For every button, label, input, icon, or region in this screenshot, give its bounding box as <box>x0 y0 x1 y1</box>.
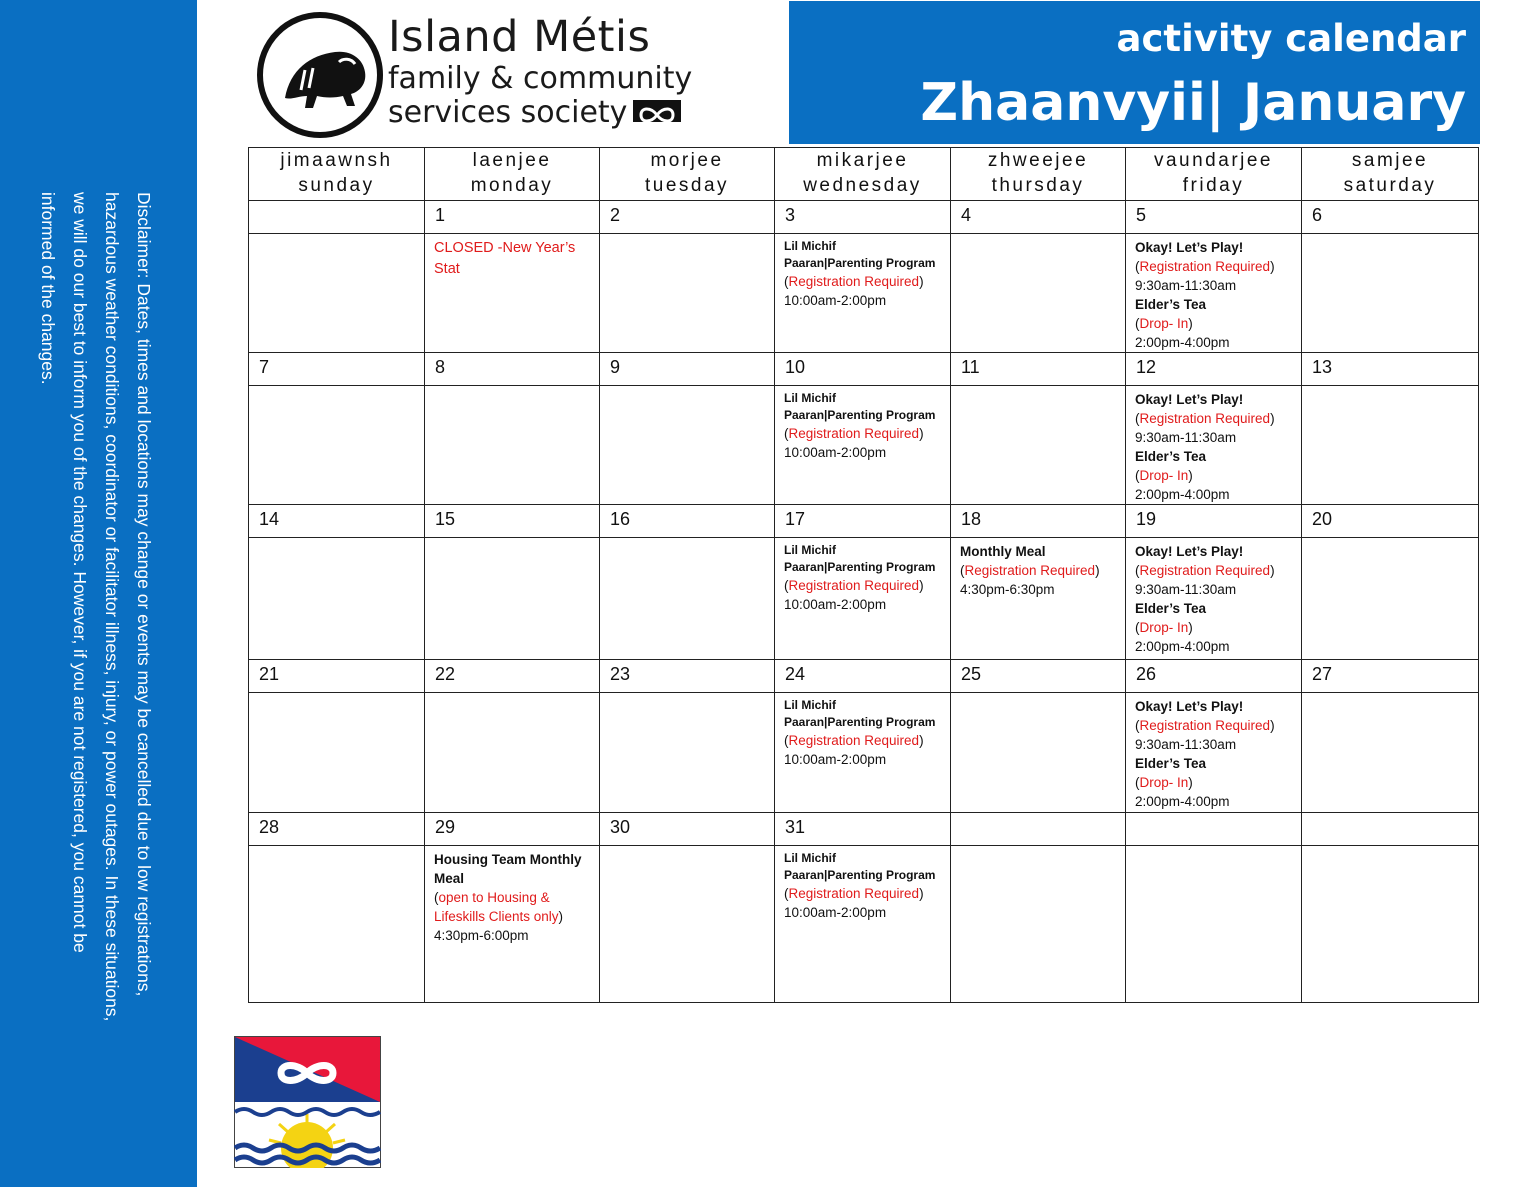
event-cell <box>951 234 1126 353</box>
date-cell: 22 <box>425 660 600 693</box>
date-cell: 17 <box>775 505 951 538</box>
date-cell: 5 <box>1126 201 1302 234</box>
date-cell: 1 <box>425 201 600 234</box>
event-cell <box>425 386 600 505</box>
event-cell-closed: CLOSED -New Year’s Stat <box>425 234 600 353</box>
date-cell: 12 <box>1126 353 1302 386</box>
logo-line-2: family & community <box>388 61 693 96</box>
date-cell: 26 <box>1126 660 1302 693</box>
disclaimer-text: Disclaimer: Dates, times and locations may change or events may be cancelled due to low registrations, hazardous weather conditions, coordinator or facilitator illness, injury, or power outages. In these situations, we will do our best to inform you of the changes. However, if you are not registered, you cannot be informed of the changes. <box>38 192 154 1022</box>
day-header-saturday: samjee saturday <box>1302 148 1479 201</box>
event-cell <box>249 386 425 505</box>
date-cell: 27 <box>1302 660 1479 693</box>
date-cell: 18 <box>951 505 1126 538</box>
date-cell: 31 <box>775 813 951 846</box>
event-cell <box>1302 846 1479 1003</box>
date-row <box>249 353 1479 386</box>
date-cell <box>1126 813 1302 846</box>
event-cell <box>1302 234 1479 353</box>
date-cell: 7 <box>249 353 425 386</box>
event-cell <box>600 234 775 353</box>
date-cell: 29 <box>425 813 600 846</box>
date-row <box>249 505 1479 538</box>
event-cell-friday: Okay! Let’s Play! (Registration Required) 9:30am-11:30am Elder’s Tea (Drop- In) 2:00pm-4:00pm <box>1126 386 1302 505</box>
day-header-sunday: jimaawnsh sunday <box>249 148 425 201</box>
day-header-friday: vaundarjee friday <box>1126 148 1302 201</box>
logo-text <box>388 12 692 130</box>
day-header-monday: laenjee monday <box>425 148 600 201</box>
calendar-grid <box>248 147 1479 1003</box>
calendar-header <box>789 1 1480 144</box>
day-header-row <box>249 148 1479 201</box>
date-cell: 21 <box>249 660 425 693</box>
infinity-icon <box>633 100 681 122</box>
header-title: Zhaanvyii| January <box>920 73 1466 133</box>
date-cell: 14 <box>249 505 425 538</box>
date-cell: 15 <box>425 505 600 538</box>
date-cell: 23 <box>600 660 775 693</box>
date-cell: 2 <box>600 201 775 234</box>
event-cell <box>600 693 775 813</box>
date-cell: 9 <box>600 353 775 386</box>
date-cell: 30 <box>600 813 775 846</box>
date-row <box>249 201 1479 234</box>
day-header-thursday: zhweejee thursday <box>951 148 1126 201</box>
date-cell: 11 <box>951 353 1126 386</box>
event-cell <box>951 386 1126 505</box>
date-row <box>249 660 1479 693</box>
event-cell <box>951 846 1126 1003</box>
date-cell: 28 <box>249 813 425 846</box>
event-cell-friday: Okay! Let’s Play! (Registration Required) 9:30am-11:30am Elder’s Tea (Drop- In) 2:00pm-4:00pm <box>1126 538 1302 660</box>
flag-icon <box>234 1036 381 1168</box>
event-cell-friday: Okay! Let’s Play! (Registration Required) 9:30am-11:30am Elder’s Tea (Drop- In) 2:00pm-4:00pm <box>1126 234 1302 353</box>
event-cell <box>951 693 1126 813</box>
date-cell: 6 <box>1302 201 1479 234</box>
date-cell: 25 <box>951 660 1126 693</box>
event-cell <box>1302 538 1479 660</box>
event-cell-friday: Okay! Let’s Play! (Registration Required) 9:30am-11:30am Elder’s Tea (Drop- In) 2:00pm-4:00pm <box>1126 693 1302 813</box>
sidebar <box>0 0 197 1187</box>
event-row <box>249 693 1479 813</box>
event-row <box>249 234 1479 353</box>
day-header-wednesday: mikarjee wednesday <box>775 148 951 201</box>
event-cell-monthly-meal: Monthly Meal (Registration Required) 4:30pm-6:30pm <box>951 538 1126 660</box>
event-cell-housing-meal: Housing Team Monthly Meal (open to Housing & Lifeskills Clients only) 4:30pm-6:00pm <box>425 846 600 1003</box>
event-row <box>249 846 1479 1003</box>
date-cell <box>1302 813 1479 846</box>
event-cell <box>1302 386 1479 505</box>
header-subtitle: activity calendar <box>1116 17 1466 60</box>
date-cell <box>951 813 1126 846</box>
date-cell: 3 <box>775 201 951 234</box>
event-row <box>249 386 1479 505</box>
date-cell: 10 <box>775 353 951 386</box>
event-cell <box>1126 846 1302 1003</box>
date-cell: 24 <box>775 660 951 693</box>
date-cell: 20 <box>1302 505 1479 538</box>
event-cell <box>1302 693 1479 813</box>
date-cell: 16 <box>600 505 775 538</box>
date-cell: 13 <box>1302 353 1479 386</box>
event-cell <box>249 846 425 1003</box>
event-cell <box>249 693 425 813</box>
event-cell <box>425 538 600 660</box>
event-row <box>249 538 1479 660</box>
logo-line-3: services society <box>388 95 628 130</box>
date-cell: 4 <box>951 201 1126 234</box>
day-header-tuesday: morjee tuesday <box>600 148 775 201</box>
event-cell-lil-michif: Lil Michif Paaran|Parenting Program (Registration Required) 10:00am-2:00pm <box>775 846 951 1003</box>
event-cell <box>425 693 600 813</box>
event-cell <box>600 538 775 660</box>
event-cell <box>600 386 775 505</box>
date-cell: 19 <box>1126 505 1302 538</box>
logo-line-1: Island Métis <box>388 12 651 62</box>
date-cell <box>249 201 425 234</box>
event-cell <box>249 538 425 660</box>
event-cell <box>600 846 775 1003</box>
event-cell <box>249 234 425 353</box>
event-cell-lil-michif: Lil Michif Paaran|Parenting Program (Registration Required) 10:00am-2:00pm <box>775 234 951 353</box>
event-cell-lil-michif: Lil Michif Paaran|Parenting Program (Registration Required) 10:00am-2:00pm <box>775 538 951 660</box>
date-cell: 8 <box>425 353 600 386</box>
event-cell-lil-michif: Lil Michif Paaran|Parenting Program (Registration Required) 10:00am-2:00pm <box>775 693 951 813</box>
date-row <box>249 813 1479 846</box>
event-cell-lil-michif: Lil Michif Paaran|Parenting Program (Registration Required) 10:00am-2:00pm <box>775 386 951 505</box>
